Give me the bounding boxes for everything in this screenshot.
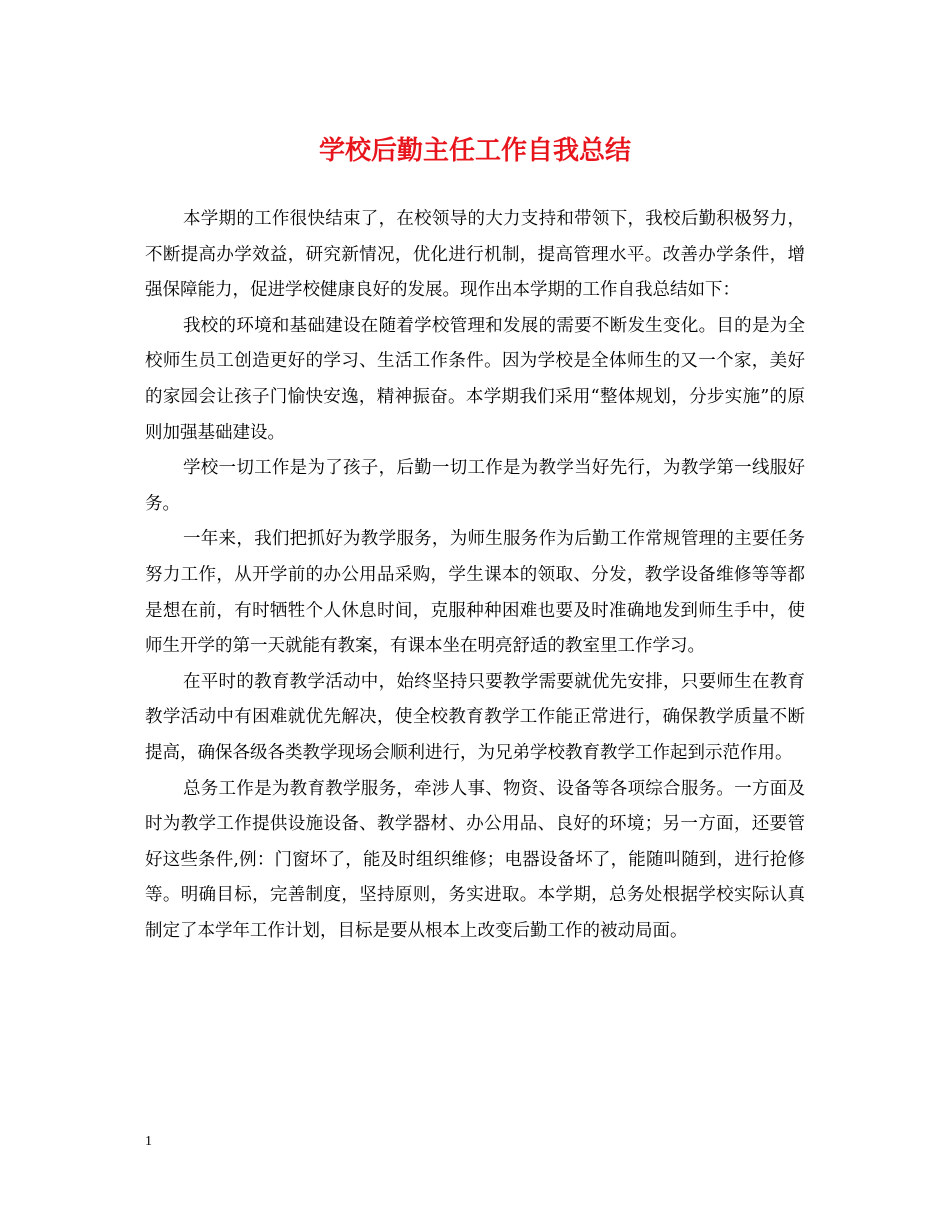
paragraph-principle: 学校一切工作是为了孩子，后勤一切工作是为教学当好先行，为教学第一线服好务。 [145, 458, 805, 514]
paragraph-environment: 我校的环境和基础建设在随着学校管理和发展的需要不断发生变化。目的是为全校师生员工创造更好的学习、生活工作条件。因为学校是全体师生的又一个家，美好的家园会让孩子门愉快安逸，精神振奋。本学期我们采用“整体规划，分步实施”的原则加强基础建设。 [145, 315, 805, 443]
paragraph-intro: 本学期的工作很快结束了，在校领导的大力支持和带领下，我校后勤积极努力，不断提高办学效益，研究新情况，优化进行机制，提高管理水平。改善办学条件，增强保障能力，促进学校健康良好的发展。现作出本学期的工作自我总结如下： [145, 209, 805, 301]
paragraph-service: 一年来，我们把抓好为教学服务，为师生服务作为后勤工作常规管理的主要任务努力工作，从开学前的办公用品采购，学生课本的领取、分发，教学设备维修等等都是想在前，有时牺牲个人休息时间，克服种种困难也要及时准确地发到师生手中，使师生开学的第一天就能有教案，有课本坐在明亮舒适的教室里工作学习。 [145, 529, 805, 657]
paragraph-teaching: 在平时的教育教学活动中，始终坚持只要教学需要就优先安排，只要师生在教育教学活动中有困难就优先解决，使全校教育教学工作能正常进行，确保教学质量不断提高，确保各级各类教学现场会顺利进行，为兄弟学校教育教学工作起到示范作用。 [145, 671, 805, 763]
document-body [145, 202, 805, 949]
paragraph-general-affairs: 总务工作是为教育教学服务，牵涉人事、物资、设备等各项综合服务。一方面及时为教学工作提供设施设备、教学器材、办公用品、良好的环境；另一方面，还要管好这些条件,例：门窗坏了，能及时组织维修；电器设备坏了，能随叫随到，进行抢修等。明确目标，完善制度，坚持原则，务实进取。本学期，总务处根据学校实际认真制定了本学年工作计划，目标是要从根本上改变后勤工作的被动局面。 [145, 778, 805, 941]
document-title: 学校后勤主任工作自我总结 [318, 136, 631, 166]
page-number: 1 [145, 1134, 152, 1149]
